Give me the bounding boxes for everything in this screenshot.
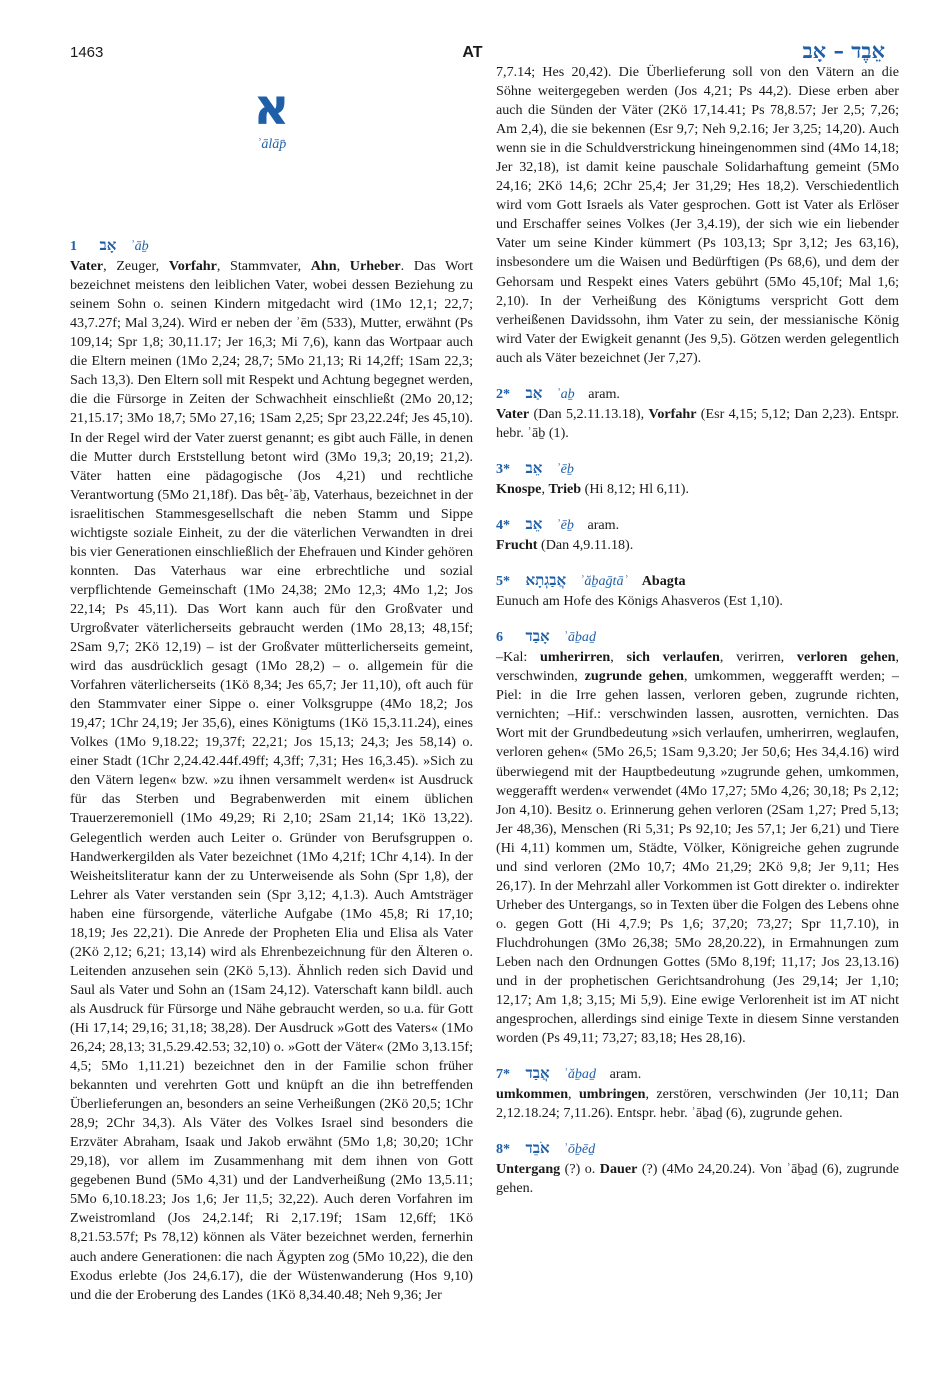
- entry-number: 4*: [496, 516, 511, 533]
- entry-heading: [70, 236, 473, 256]
- entry-heading: [496, 515, 899, 535]
- entry-body: Entspr. hebr. ʾāḇaḏ (6), zugrunde gehen.: [613, 1105, 843, 1122]
- entry-number: 7*: [496, 1066, 511, 1083]
- transliteration: ʾăḇaḏ: [563, 1066, 597, 1083]
- entry-text-continued: 7,7.14; Hes 20,42). Die Überlieferung soll von den Vätern an die Söhne weitergegeben werden (Jos 4,21; Ps 44,2). Diese erben aber auch die Sünden der Väter (2Kö 17,14.41; Ps 78,8.57; Jer 2,5; 7,26; Am 2,4), die sie bekennen (Esr 9,7; Neh 9,2.16; Jer 3,25; 14,20). Auch wenn sie in die Schuldverstrickung hineingenommen sind (4Mo 14,18; Jer 32,18), ist damit keine pauschale Solidarhaftung gemeint (5Mo 24,16; 2Kö 14,6; 2Chr 25,4; Jer 31,29; Hes 18,2). Verschiedentlich wird vom Gott Israels als Vater gesprochen. Gott ist Vater als Erlöser und Erschaffer seines Volkes (Jer 3,4.19), der sich wie ein liebender Vater um seine Kinder kümmert (Ps 103,13; Spr 3,12; Jes 63,16), insbesondere um die Waisen und Bedürftigen (Ps 68,6), und dem der Gehorsam und Respekt eines Vaters gebührt (5Mo 45,10f; Mal 1,6; 2,10). In der Verheißung des Königtums verspricht Gott dem verheißenen Davidssohn, ihm Vater zu sein, der messianische König wird Vater der Ewigkeit genannt (Jes 9,5). Götzen werden gelegentlich auch als Väter bezeichnet (Jer 7,27).: [496, 64, 899, 366]
- transliteration: ʾăḇaḡtāʾ: [579, 573, 629, 590]
- proper-name: Abagta: [641, 573, 686, 590]
- entry-text: [496, 1160, 899, 1198]
- transliteration: ʾēḇ: [555, 460, 574, 477]
- dictionary-entry: [496, 1064, 899, 1123]
- entry-text: [496, 480, 899, 499]
- entry-number: 6: [496, 629, 504, 646]
- entry-keywords: umkommen, umbringen, zerstören, verschwinden (Jer 10,11; Dan 2,12.18.24; 7,11.26).: [496, 1086, 900, 1122]
- entry-number: 3*: [496, 460, 511, 477]
- entry-range: אֵבֶד – אָב: [802, 38, 885, 63]
- dictionary-entry: [70, 236, 473, 1305]
- entry-heading: [496, 627, 899, 647]
- dictionary-entry: [496, 1139, 899, 1198]
- hebrew-letter-aleph: א: [253, 78, 290, 136]
- entry-body: Das Wort mit der Grundbedeutung »sich verlaufen, umherirren, weglaufen, verloren gehen« (5Mo 26,5; 1Sam 9,3.20; Jer 50,6; Hes 34,4.16) wird überwiegend mit der Hauptbedeutung »zugrunde gehen, umkommen, weggerafft werden« verwendet (4Mo 17,27; 5Mo 4,26; 30,18; Ps 2,12; Jon 4,10). Besitz o. Erinnerung gehen verloren (2Sam 1,27; Pred 5,13; Jer 48,36), Menschen (Ri 5,31; Ps 92,10; Jes 57,1; Jer 6,21) und Tiere (Hi 4,11) kommen um, Städte, Völker, Königreiche gehen zugrunde und sind verloren (2Mo 10,7; 4Mo 21,29; 2Kö 9,8; Jer 9,11; Hes 26,17). In der Mehrzahl aller Vorkommen ist Gott direkter o. indirekter Urheber des Untergangs, so in Texten über die Folgen des Lebens ohne o. gegen Gott (Hi 4,7.9; Ps 1,6; 37,20; 73,27; Spr 11,7.10), in Fluchdrohungen (3Mo 26,38; 5Mo 28,20.22), in Ermahnungen zum Leben nach den Ordnungen Gottes (5Mo 8,19f; 11,17; Jos 23,13.16) und in der prophetischen Gerichtsandrohung (Jes 29,14; Jer 1,10; 12,17; Am 1,8; 3,15; Mi 5,9). Eine ewige Verlorenheit ist im AT nicht angesprochen, allerdings sind einige Texte in diesem Sinne verstanden worden (Ps 49,11; 73,27; 83,18; Hes 28,16).: [496, 706, 899, 1047]
- entry-keywords: Vater (Dan 5,2.11.13.18), Vorfahr (Esr 4,15; 5,12; Dan 2,23).: [496, 405, 856, 422]
- entry-heading: [496, 1139, 899, 1159]
- transliteration: ʾāḇaḏ: [563, 629, 597, 646]
- language-note: aram.: [587, 516, 620, 533]
- entry-body: Das Wort bezeichnet meistens den leiblichen Vater, wobei dessen Beziehung zu seinem Sohn o. seinen Kindern mitgedacht wird (1Mo 12,1; 22,7; 43,7.27f; Mal 3,24). Wird er neben der ʾēm (533), Mutter, erwähnt (Ps 109,14; Spr 1,8; 30,11.17; Jer 16,3; Mi 7,6), kann das Wortpaar auch die Eltern meinen (1Mo 2,24; 28,7; 5Mo 21,13; Ri 14,2ff; 1Sam 22,3; Sach 13,3). Den Eltern soll mit Respekt und Achtung begegnet werden, die die Fürsorge in Zeiten der Schwachheit einschließt (2Mo 20,12; 21,15.17; 3Mo 18,7; 5Mo 27,16; 1Sam 2,25; Spr 23,22.24f; Jes 45,10). In der Regel wird der Vater zuerst genannt; es gibt auch Fälle, in denen die Mutter durch Erststellung betont wird (3Mo 19,3; 20,19; 21,2). Väter hatten eine pädagogische (Jos 4,21) und rechtliche Verantwortung (5Mo 21,18f). Das bêṯ-ʾāḇ, Vaterhaus, bezeichnet in der israelitischen Stammesgesellschaft die neben Stamm und Sippe wichtigste soziale Einheit, zu der die väterlichen Verwandten in drei bis vier Generationen einschließlich der Ehefrauen und Kinder gehören konnten. Das Vaterhaus war eine erbrechtliche und sozial verpflichtende Gemeinschaft (1Mo 24,38; 2Mo 12,3; 4Mo 1,2; Jos 22,14; Ps 45,11). Das Wort kann auch für den Großvater und Urgroßvater väterlicherseits gebraucht werden (1Mo 28,13; 48,15f; 2Sam 9,7; 2Kö 12,19) – ist der Großvater mütterlicherseits gemeint, wird das ausdrücklich gesagt (1Mo 28,2) – o. allgemein für die Vorfahren väterlicherseits (1Kö 8,34; Jes 65,7; Jer 11,10), oft auch für den Stammvater einer Sippe o. einer Volksgruppe (4Mo 18,2; Jos 19,47; 1Chr 24,19; Jer 35,6), eines Königtums (1Kö 15,3.11.24), eines Volkes (1Mo 9,18.22; 19,37f; 22,21; Jos 15,13; 24,3; Jes 58,14) o. einer Stadt (1Chr 2,24.42.44f.49ff; 4,3ff; 7,31; Hes 16,3.45). »Sich zu den Vätern legen« bzw. »zu ihnen versammelt werden« ist Ausdruck für das Sterben und Begrabenwerden mit einem üblichen Trauerzeremoniell (1Mo 49,29; Ri 2,10; 2Sam 21,14; 1Kö 13,22). Gelegentlich werden auch Leiter o. Gründer von Berufsgruppen o. Handwerkergilden als Vater bezeichnet (1Mo 4,21f; 1Chr 4,14). In der Weisheitsliteratur kann der zu Unterweisende als Sohn (Spr 1,8), der Lehrer als Vater verstanden sein (Spr 3,12; 4,1.3). Auch Amtsträger haben eine fürsorgende, väterliche Aufgabe (1Mo 45,8; Ri 17,10; 18,19; Jes 22,21). Die Anrede der Propheten Elia und Elisa als Vater (2Kö 2,12; 6,21; 13,14) wird als Ehrenbezeichnung für den Älteren o. Leitenden anzusehen sein (2Kö 5,13). Ähnlich reden sich David und Saul als Vater und Sohn an (1Sam 24,12). Vaterschaft kann bildl. auch als Ausdruck für Fürsorge und Nähe gebraucht werden, so u.a. für Gott (Hi 17,14; 29,16; 31,18; 38,28). Der Ausdruck »Gott des Vaters« (1Mo 26,24; 28,13; 31,5.29.42.53; 32,10) o. »Gott der Väter« (2Mo 3,13.15f; 4,5; 5Mo 1,11.21) bezeichnet den in der Familie schon früher bekannten und verehrten Gott und knüpft an die ihn betreffenden Überlieferungen an, besonders an seine Verheißungen (2Kö 20,5; 1Chr 28,9; 2Chr 34,3). Als Väter des Volkes Israel sind besonders die Erzväter Abraham, Isaak und Jakob erwähnt (5Mo 1,8; 30,20; 1Chr 29,18), vor allem im Zusammenhang mit dem ihnen von Gott gegebenen Bund (5Mo 4,31) und der Landverheißung (2Mo 13,5.11; 5Mo 6,10.18.23; Jos 1,6; Jer 11,5; 32,22). Auch deren Vorfahren im Zweistromland (Jos 24,2.14f; Ri 2,17.19f; 1Sam 12,6ff; 1Kö 8,21.53.57f; Ps 78,12) können als Väter bezeichnet werden, fernerhin auch andere Generationen: die nach Ägypten zog (5Mo 10,22), die den Exodus erlebte (Jos 24,6.17), die der Wüstenwanderung (Hos 9,10) und die der Eroberung des Landes (1Kö 8,34.40.48; Neh 9,36; Jer: [70, 258, 473, 1303]
- dictionary-entry-continued: [496, 63, 899, 368]
- section-title: AT: [462, 44, 483, 61]
- entry-keywords: Vater, Zeuger, Vorfahr, Stammvater, Ahn, Urheber.: [70, 258, 405, 275]
- language-note: aram.: [609, 1066, 642, 1083]
- entry-heading: [496, 459, 899, 479]
- transliteration: ʾāḇ: [129, 238, 149, 255]
- hebrew-word: אֲבַגְתָא: [525, 571, 567, 590]
- entry-keywords: Untergang (?) o. Dauer (?) (4Mo 24,20.24).: [496, 1161, 756, 1178]
- entry-keywords: Frucht (Dan 4,9.11.18).: [496, 537, 634, 554]
- entry-heading: [496, 1064, 899, 1084]
- entry-heading: [496, 571, 899, 591]
- hebrew-word: אָבַד: [525, 627, 550, 646]
- entry-text: [496, 648, 899, 1048]
- entry-number: 2*: [496, 385, 511, 402]
- dictionary-entry: [496, 515, 899, 555]
- hebrew-word: אֲבַד: [525, 1064, 550, 1083]
- hebrew-word: אֵב: [525, 514, 543, 533]
- entry-keywords: Knospe, Trieb (Hi 8,12; Hl 6,11).: [496, 480, 690, 497]
- entry-number: 1: [70, 238, 78, 255]
- page-number: 1463: [70, 44, 104, 61]
- entry-body: Von ʾāḇaḏ (6), zugrunde gehen.: [496, 1161, 899, 1197]
- left-column: [70, 63, 473, 1321]
- language-note: aram.: [588, 385, 620, 402]
- hebrew-word: אַב: [525, 383, 543, 402]
- dictionary-entry: [496, 459, 899, 499]
- entry-text: [496, 1085, 899, 1123]
- entry-text: [496, 536, 899, 555]
- entry-heading: [496, 384, 899, 404]
- entry-text: [496, 405, 899, 443]
- hebrew-word: אֹבֵד: [525, 1139, 550, 1158]
- hebrew-word: אָב: [99, 236, 117, 255]
- entry-number: 5*: [496, 573, 511, 590]
- entry-body: Eunuch am Hofe des Königs Ahasveros (Est 1,10).: [496, 593, 783, 610]
- dictionary-entry: [496, 571, 899, 611]
- entry-body: Entspr. hebr. ʾāḇ (1).: [496, 405, 899, 441]
- entry-text: [496, 592, 899, 611]
- transliteration: ʾōḇēḏ: [563, 1141, 596, 1158]
- entry-text: [70, 257, 473, 1305]
- right-column: [496, 63, 899, 1214]
- entry-keywords: –Kal: umherirren, sich verlaufen, verirren, verloren gehen, verschwinden, zugrunde gehen, umkommen, weggerafft werden; –Piel: in die Irre gehen lassen, verloren geben, zugrunde richten, vernichten; –Hif.: verschwinden lassen, ausrotten, vernichten.: [496, 649, 899, 723]
- hebrew-word: אֵב: [525, 458, 543, 477]
- dictionary-entry: [496, 627, 899, 1048]
- letter-heading: [70, 79, 473, 154]
- entry-number: 8*: [496, 1141, 511, 1158]
- dictionary-entry: [496, 384, 899, 443]
- transliteration: ʾēḇ: [555, 516, 574, 533]
- transliteration: ʾaḇ: [555, 385, 575, 402]
- letter-transliteration: ʾālāp̄: [256, 137, 287, 152]
